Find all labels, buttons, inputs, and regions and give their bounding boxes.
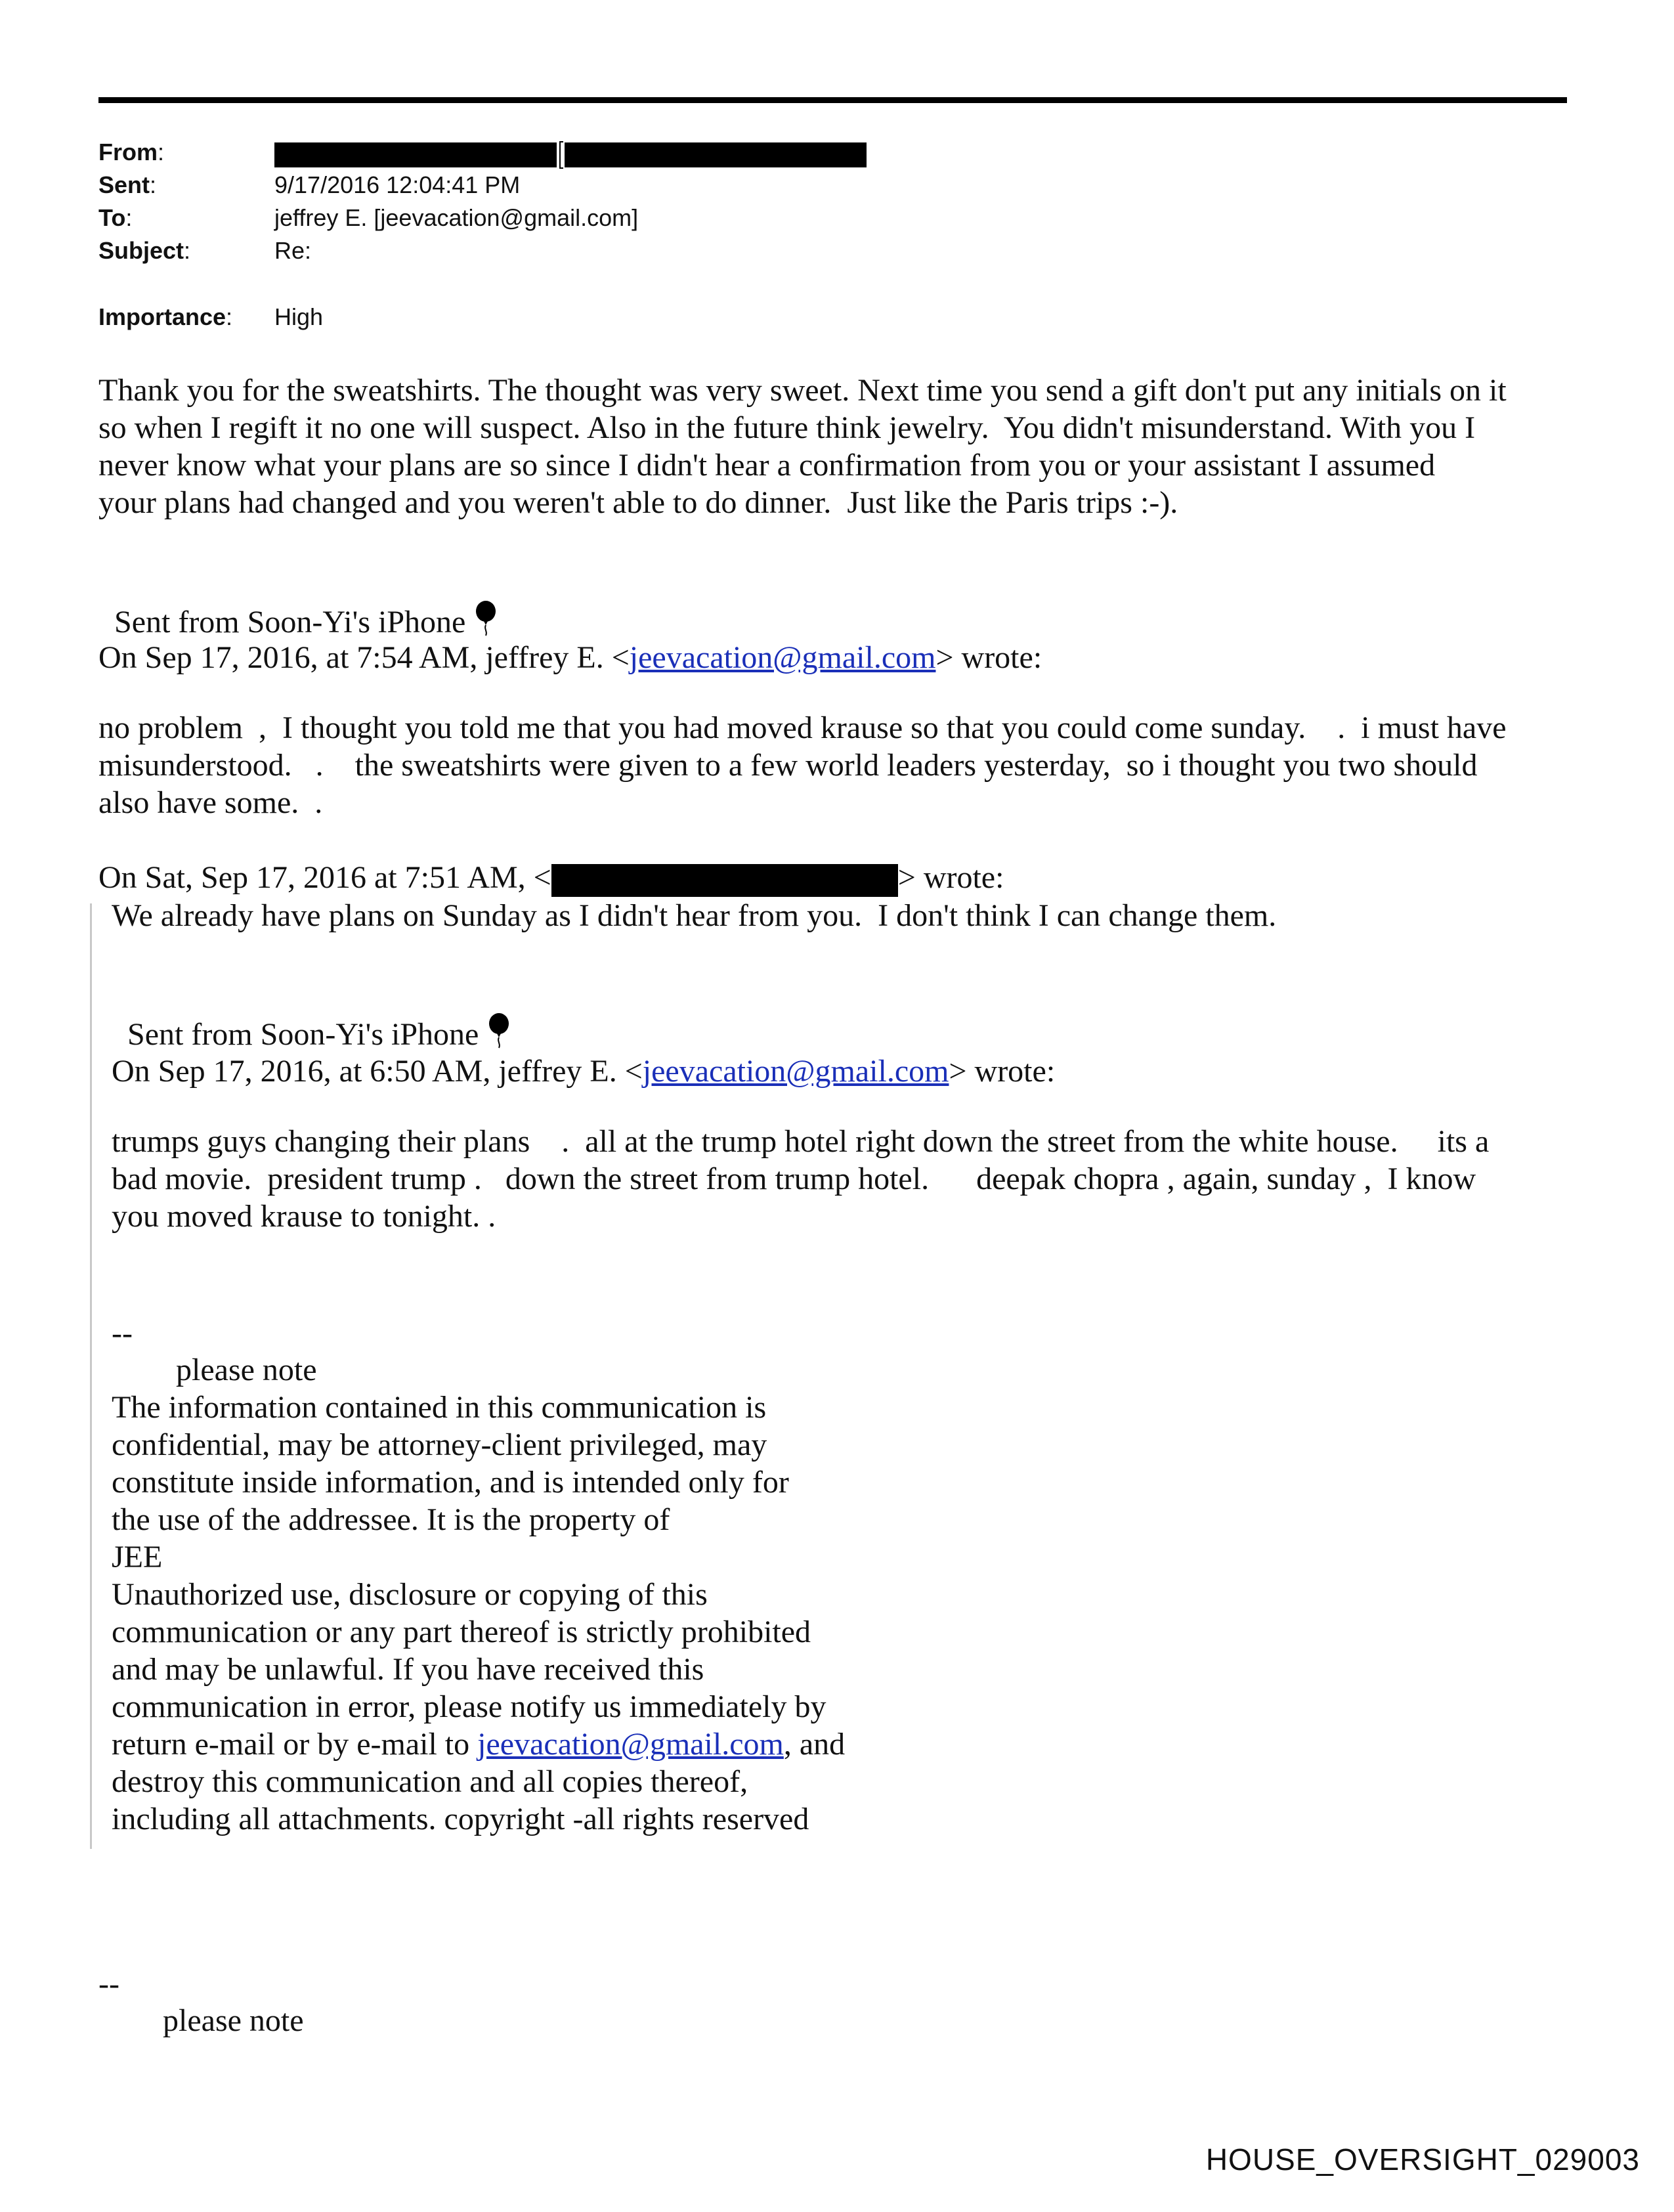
quote2-signature-row [112,976,510,1057]
quote1-line: also have some. . [98,785,323,820]
sent-label: Sent: [98,171,157,198]
from-label: From: [98,139,165,165]
reply-line: your plans had changed and you weren't able to do dinner. Just like the Paris trips :-). [98,485,1178,520]
disclaimer-line: communication in error, please notify us immediately by [112,1689,826,1724]
quote3-line: bad movie. president trump . down the street from trump hotel. deepak chopra , again, sunday , I know [112,1161,1476,1196]
subject-value: Re: [274,237,312,264]
disclaimer-line: confidential, may be attorney-client privileged, may [112,1427,767,1462]
disclaimer-note: please note [176,1353,317,1387]
disclaimer-line: destroy this communication and all copies thereof, [112,1764,748,1799]
trailer-separator: -- [98,1966,119,2001]
quote3-line: you moved krause to tonight. . [112,1199,496,1234]
quote1-line: no problem , I thought you told me that you had moved krause so that you could come sunday. . i must have [98,710,1507,745]
quote2-line: We already have plans on Sunday as I didn't hear from you. I don't think I can change them. [112,898,1277,933]
sent-value: 9/17/2016 12:04:41 PM [274,171,521,198]
bates-number: HOUSE_OVERSIGHT_029003 [1205,2142,1640,2177]
reply-line: Thank you for the sweatshirts. The thought was very sweet. Next time you send a gift don't put any initials on it [98,373,1507,408]
disclaimer-line: The information contained in this communication is [112,1390,767,1425]
signature-separator: -- [112,1316,133,1351]
importance-value: High [274,303,324,330]
trailer-note: please note [163,2003,304,2038]
from-value-redacted [274,137,867,170]
to-value: jeffrey E. [jeevacation@gmail.com] [274,204,639,231]
balloon-icon [488,1013,510,1057]
jeevacation-email-link[interactable]: jeevacation@gmail.com [629,640,936,675]
redaction-box [565,142,867,167]
reply-signature-row [98,563,497,645]
jeevacation-email-link[interactable]: jeevacation@gmail.com [477,1727,784,1762]
email-header [98,136,952,333]
header-rule [98,97,1567,103]
quote1-attribution: On Sep 17, 2016, at 7:54 AM, jeffrey E. <jeevacation@gmail.com> wrote: [98,640,1042,675]
disclaimer-email-line: return e-mail or by e-mail to jeevacation@gmail.com, and [112,1727,846,1762]
quote3-attribution: On Sep 17, 2016, at 6:50 AM, jeffrey E. <jeevacation@gmail.com> wrote: [112,1054,1056,1089]
redaction-box [274,142,557,167]
subject-label: Subject: [98,237,191,264]
disclaimer-line: and may be unlawful. If you have received this [112,1652,704,1687]
to-label: To: [98,204,133,231]
redaction-box [551,864,898,897]
reply-line: never know what your plans are so since I didn't hear a confirmation from you or your assistant I assumed [98,448,1436,483]
importance-label: Importance: [98,303,233,330]
quote2-attribution: On Sat, Sep 17, 2016 at 7:51 AM, < > wrote: [98,859,1004,897]
quote2-signature: Sent from Soon-Yi's iPhone [127,1017,479,1052]
reply-line: so when I regift it no one will suspect. Also in the future think jewelry. You didn't misunderstand. With you I [98,410,1476,445]
disclaimer-line: the use of the addressee. It is the property of [112,1502,670,1537]
disclaimer-line: Unauthorized use, disclosure or copying of this [112,1577,708,1612]
quote-bar [90,903,92,1849]
quote3-line: trumps guys changing their plans . all at the trump hotel right down the street from the white house. its a [112,1124,1490,1159]
balloon-icon [475,601,497,645]
reply-signature: Sent from Soon-Yi's iPhone [114,605,466,640]
jeevacation-email-link[interactable]: jeevacation@gmail.com [642,1054,949,1089]
disclaimer-line: constitute inside information, and is intended only for [112,1465,789,1500]
disclaimer-line: including all attachments. copyright -all rights reserved [112,1802,809,1836]
quote1-line: misunderstood. . the sweatshirts were given to a few world leaders yesterday, so i thought you two should [98,748,1478,783]
disclaimer-line: JEE [112,1540,163,1574]
disclaimer-line: communication or any part thereof is strictly prohibited [112,1615,811,1649]
